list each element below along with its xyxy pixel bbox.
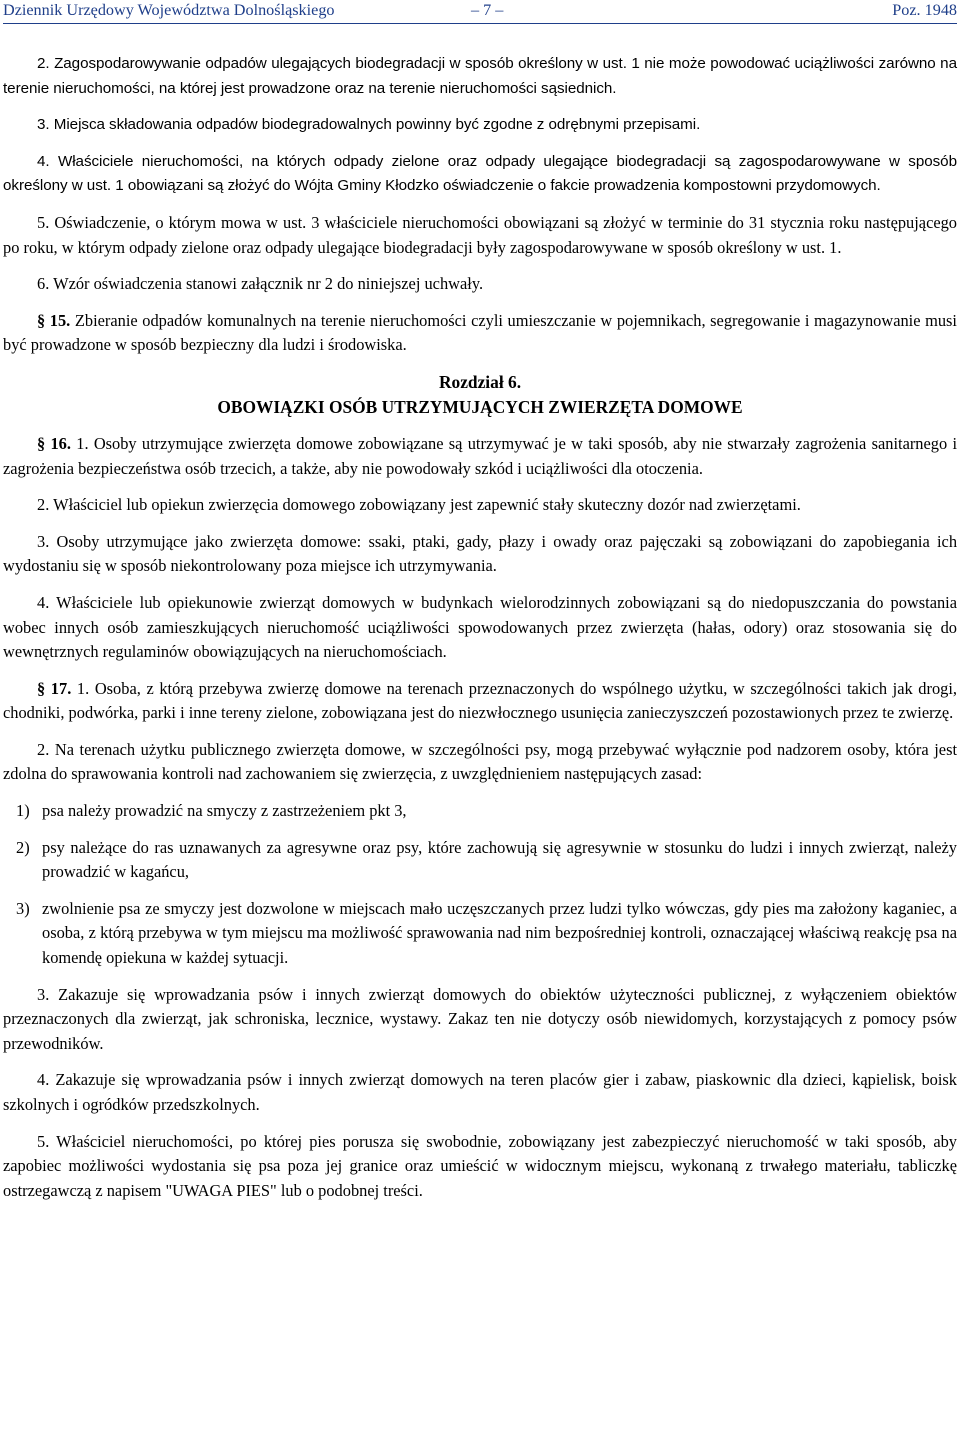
paragraph-text: Zbieranie odpadów komunalnych na terenie nieruchomości czyli umieszczanie w pojemnikach, segregowanie i magazynowanie musi być prowadzone w sposób bezpieczny dla ludzi i środowiska.: [3, 310, 957, 355]
paragraph-text: Właściciele lub opiekunowie zwierząt domowych w budynkach wielorodzinnych zobowiązani są do niedopuszczania do powstania wobec innych osób zamieszkujących nieruchomość uciążliwości spowodowanych przez zwierzęta (hałas, odory) oraz stosowania się do wewnętrznych regulaminów obowiązujących na nieruchomościach.: [3, 592, 957, 662]
paragraph-text: Wzór oświadczenia stanowi załącznik nr 2 do niniejszej uchwały.: [53, 274, 484, 294]
paragraph-text: Właściciel lub opiekun zwierzęcia domowego zobowiązany jest zapewnić stały skuteczny dozór nad zwierzętami.: [53, 495, 801, 515]
paragraph-number: 5.: [37, 212, 55, 232]
paragraph-text: Właściciele nieruchomości, na których odpady zielone oraz odpady ulegające biodegradacji są zagospodarowywane w sposób określony w ust. 1 obowiązani są złożyć do Wójta Gminy Kłodzko oświadczenie o fakcie prowadzenia kompostowni przydomowych.: [3, 152, 957, 195]
list-item-text: zwolnienie psa ze smyczy jest dozwolone w miejscach mało uczęszczanych przez ludzi tylko wówczas, gdy pies ma założony kaganiec, a osoba, z którą przebywa w tym miejscu ma możliwość sprawowania nad nim bezpośredniej kontroli, oznaczającej właściwą reakcję psa na komendę opiekuna w każdej sytuacji.: [42, 898, 957, 968]
paragraph-15: [3, 309, 957, 358]
paragraph-number: 3.: [37, 984, 59, 1004]
paragraph-text: Zagospodarowywanie odpadów ulegających biodegradacji w sposób określony w ust. 1 nie może powodować uciążliwości zarówno na terenie nieruchomości, na której jest prowadzone oraz na terenie nieruchomości sąsiednich.: [3, 55, 957, 97]
paragraph-number: 1.: [76, 433, 94, 453]
paragraph-number: 6.: [37, 274, 54, 294]
paragraph-14-3: [3, 113, 957, 138]
list-item-number: 2): [16, 837, 30, 857]
paragraph-number: 1.: [76, 678, 95, 698]
paragraph-17-2: [3, 738, 957, 787]
paragraph-16-2: [3, 493, 957, 518]
paragraph-14-2: [3, 52, 957, 101]
paragraph-text: Właściciel nieruchomości, po której pies porusza się swobodnie, zobowiązany jest zabezpieczyć nieruchomość w taki sposób, aby zapobiec możliwości wydostania się psa poza jej granice oraz umieścić w widocznym miejscu, wykonaną z trwałego materiału, tabliczkę ostrzegawczą z napisem "UWAGA PIES" lub o podobnej treści.: [3, 1131, 957, 1200]
paragraph-text: Zakazuje się wprowadzania psów i innych zwierząt domowych na teren placów gier i zabaw, piaskownic dla dzieci, kąpielisk, boisk szkolnych i ogródków przedszkolnych.: [3, 1070, 957, 1114]
list-item-text: psa należy prowadzić na smyczy z zastrzeżeniem pkt 3,: [42, 801, 407, 821]
paragraph-text: Miejsca składowania odpadów biodegradowalnych powinny być zgodne z odrębnymi przepisami.: [53, 116, 701, 134]
paragraph-text: Osoby utrzymujące zwierzęta domowe zobowiązane są utrzymywać je w taki sposób, aby nie stwarzały zagrożenia sanitarnego i zagrożenia bezpieczeństwa osób trzecich, a także, aby nie powodowały szkód i uciążliwości dla otoczenia.: [3, 433, 957, 478]
paragraph-number: 2.: [37, 495, 54, 515]
paragraph-17-1: [3, 677, 957, 726]
chapter-number: Rozdział 6.: [438, 371, 522, 392]
paragraph-number: 3.: [37, 116, 54, 134]
paragraph-17-3: [3, 983, 957, 1057]
paragraph-number: 4.: [37, 1070, 56, 1090]
list-item-number: 1): [16, 801, 30, 821]
paragraph-17-4: [3, 1068, 957, 1117]
page-number: – 7 –: [471, 1, 504, 19]
paragraph-16-1: [3, 432, 957, 481]
paragraph-text: Osoba, z którą przebywa zwierzę domowe na terenach przeznaczonych do wspólnego użytku, w szczególności takich jak drogi, chodniki, podwórka, parki i inne tereny zielone, zobowiązana jest do niezwłocznego usunięcia zanieczyszczeń pozostawionych przez te zwierzę.: [3, 678, 958, 723]
paragraph-text: Oświadczenie, o którym mowa w ust. 3 właściciele nieruchomości obowiązani są złożyć w terminie do 31 stycznia roku następującego po roku, w którym odpady zielone oraz odpady ulegające biodegradacji były zagospodarowywane w sposób określony w ust. 1.: [3, 212, 958, 257]
paragraph-text: Zakazuje się wprowadzania psów i innych zwierząt domowych do obiektów użyteczności publicznej, z wyłączeniem obiektów przeznaczonych dla zwierząt, jak schroniska, lecznice, wystawy. Zakaz ten nie dotyczy osób niewidomych, korzystających z pomocy psów przewodników.: [3, 984, 957, 1053]
paragraph-16-3: [3, 530, 957, 579]
paragraph-14-4: [3, 150, 957, 199]
journal-title: Dziennik Urzędowy Województwa Dolnośląskiego: [3, 1, 335, 19]
paragraph-number: 4.: [37, 152, 58, 170]
chapter-title: OBOWIĄZKI OSÓB UTRZYMUJĄCYCH ZWIERZĘTA DOMOWE: [217, 396, 743, 417]
list-item: [16, 799, 957, 824]
header-rule: [3, 23, 957, 24]
paragraph-number: 5.: [37, 1131, 57, 1151]
list-item-text: psy należące do ras uznawanych za agresywne oraz psy, które zachowują się agresywnie w stosunku do ludzi i innych zwierząt, należy prowadzić w kagańcu,: [42, 837, 957, 882]
paragraph-14-5: [3, 211, 957, 260]
document-body: [3, 52, 957, 1215]
paragraph-number: 2.: [37, 55, 55, 72]
paragraph-number: 3.: [37, 531, 57, 551]
paragraph-text: Osoby utrzymujące jako zwierzęta domowe: ssaki, ptaki, gady, płazy i owady oraz pajęczaki są zobowiązani do zapobiegania ich wydostaniu się w sposób niekontrolowany poza miejsce ich utrzymywania.: [3, 531, 958, 576]
paragraph-16-4: [3, 591, 957, 665]
list-item: [16, 836, 957, 885]
paragraph-number: 2.: [37, 739, 55, 759]
section-number: § 16.: [37, 433, 77, 453]
paragraph-number: 4.: [37, 592, 57, 612]
paragraph-14-6: [3, 272, 957, 297]
section-number: § 17.: [37, 678, 77, 698]
section-number: § 15.: [37, 310, 75, 330]
list-item-number: 3): [16, 898, 30, 918]
paragraph-17-5: [3, 1130, 957, 1204]
paragraph-text: Na terenach użytku publicznego zwierzęta domowe, w szczególności psy, mogą przebywać wyłącznie pod nadzorem osoby, która jest zdolna do sprawowania kontroli nad zachowaniem się zwierzęcia, z uwzględnieniem następujących zasad:: [3, 739, 958, 784]
page-header: [3, 0, 957, 22]
list-item: [16, 897, 957, 971]
position-number: Poz. 1948: [892, 1, 957, 19]
